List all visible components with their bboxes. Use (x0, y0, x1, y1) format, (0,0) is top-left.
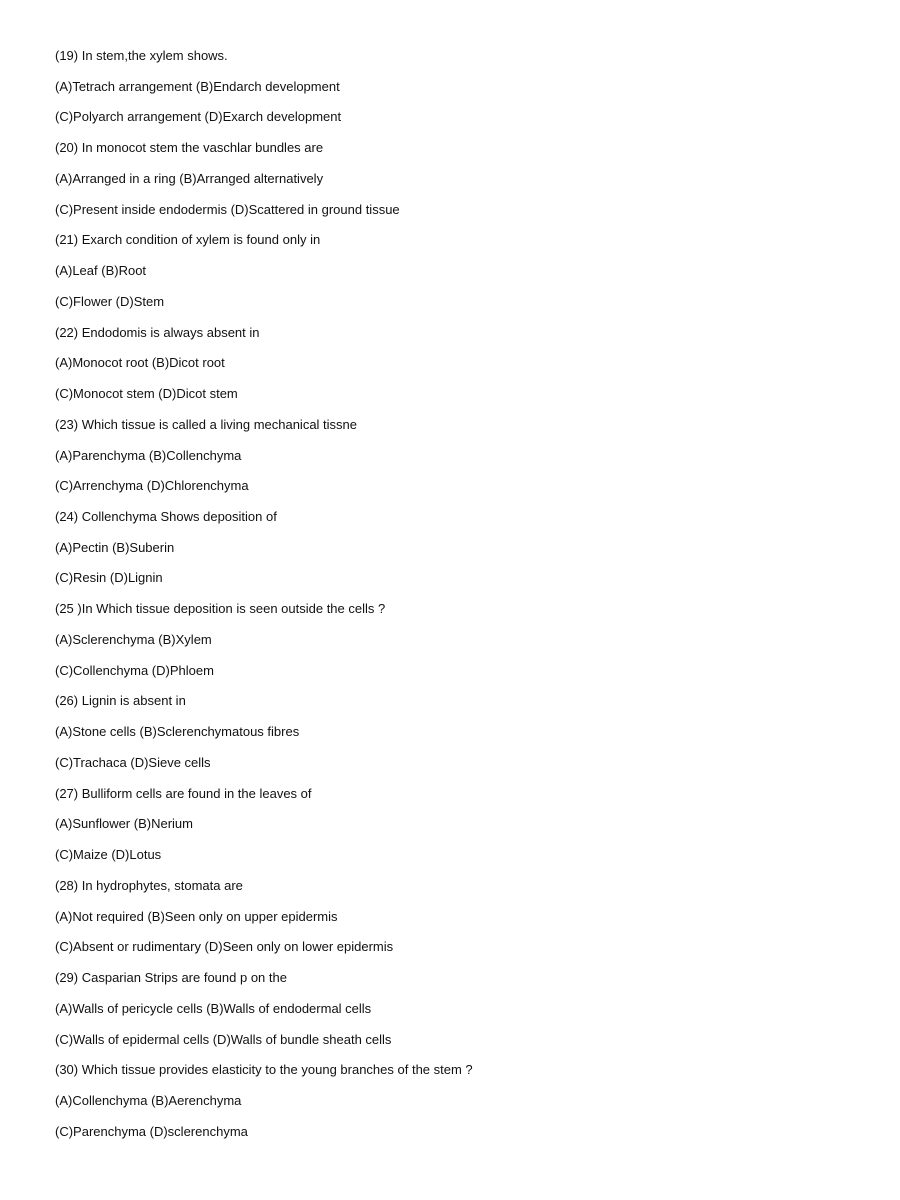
question-20-options-cd: (C)Present inside endodermis (D)Scattered in ground tissue (55, 201, 400, 217)
question-21-options-ab: (A)Leaf (B)Root (55, 263, 147, 279)
question-23-text: (23) Which tissue is called a living mechanical tissne (55, 416, 358, 432)
question-list (55, 46, 875, 1152)
question-27-text: (27) Bulliform cells are found in the leaves of (55, 785, 312, 801)
question-24-text: (24) Collenchyma Shows deposition of (55, 509, 277, 525)
question-27-options-ab: (A)Sunflower (B)Nerium (55, 816, 193, 832)
question-26-options-ab: (A)Stone cells (B)Sclerenchymatous fibres (55, 724, 300, 740)
question-21-text: (21) Exarch condition of xylem is found only in (55, 232, 321, 248)
question-30-text: (30) Which tissue provides elasticity to the young branches of the stem ? (55, 1062, 473, 1078)
question-26-text: (26) Lignin is absent in (55, 693, 186, 709)
question-22-options-ab: (A)Monocot root (B)Dicot root (55, 355, 225, 371)
question-27-options-cd: (C)Maize (D)Lotus (55, 847, 162, 863)
question-19-options-cd: (C)Polyarch arrangement (D)Exarch development (55, 109, 342, 125)
question-23-options-ab: (A)Parenchyma (B)Collenchyma (55, 447, 242, 463)
question-24-options-cd: (C)Resin (D)Lignin (55, 570, 163, 586)
question-29-text: (29) Casparian Strips are found p on the (55, 970, 287, 986)
question-28-options-ab: (A)Not required (B)Seen only on upper epidermis (55, 908, 338, 924)
question-20-options-ab: (A)Arranged in a ring (B)Arranged alternatively (55, 170, 324, 186)
question-22-options-cd: (C)Monocot stem (D)Dicot stem (55, 386, 238, 402)
question-19-options-ab: (A)Tetrach arrangement (B)Endarch development (55, 78, 340, 94)
question-21-options-cd: (C)Flower (D)Stem (55, 293, 165, 309)
question-28-options-cd: (C)Absent or rudimentary (D)Seen only on lower epidermis (55, 939, 394, 955)
question-19-text: (19) In stem,the xylem shows. (55, 48, 228, 63)
question-20-text: (20) In monocot stem the vaschlar bundles are (55, 140, 324, 156)
question-29-options-cd: (C)Walls of epidermal cells (D)Walls of bundle sheath cells (55, 1031, 392, 1047)
question-26-options-cd: (C)Trachaca (D)Sieve cells (55, 754, 211, 770)
question-25-options-ab: (A)Sclerenchyma (B)Xylem (55, 631, 212, 647)
question-30-options-cd: (C)Parenchyma (D)sclerenchyma (55, 1123, 248, 1139)
question-25-text: (25 )In Which tissue deposition is seen outside the cells ? (55, 601, 386, 617)
question-24-options-ab: (A)Pectin (B)Suberin (55, 539, 175, 555)
question-29-options-ab: (A)Walls of pericycle cells (B)Walls of endodermal cells (55, 1000, 372, 1016)
question-28-text: (28) In hydrophytes, stomata are (55, 877, 243, 893)
question-22-text: (22) Endodomis is always absent in (55, 324, 260, 340)
question-23-options-cd: (C)Arrenchyma (D)Chlorenchyma (55, 478, 249, 494)
question-30-options-ab: (A)Collenchyma (B)Aerenchyma (55, 1092, 242, 1108)
question-25-options-cd: (C)Collenchyma (D)Phloem (55, 662, 214, 678)
